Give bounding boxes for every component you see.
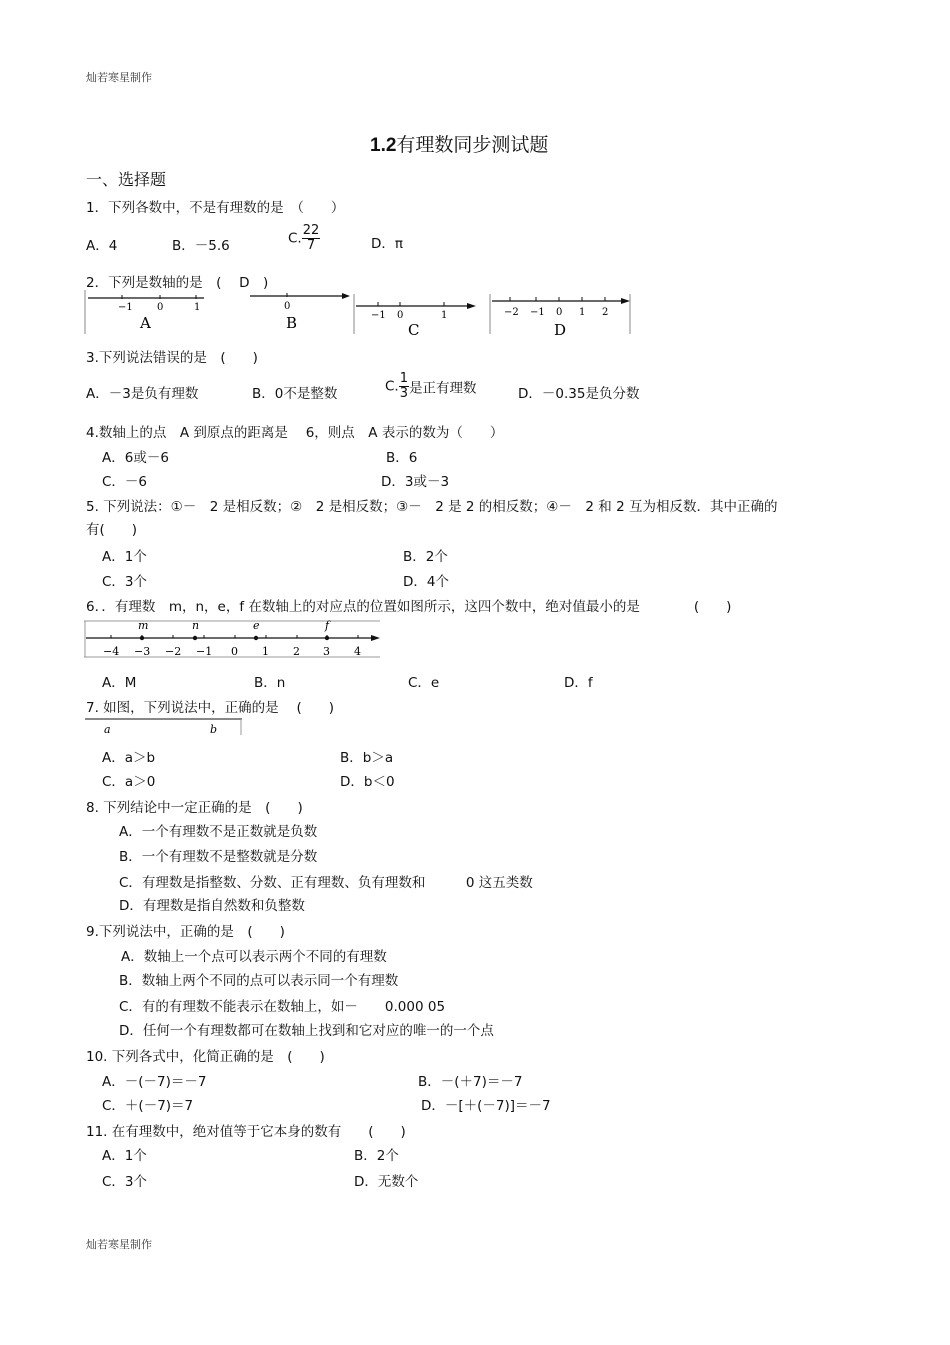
title-text: 有理数同步测试题 bbox=[396, 134, 549, 156]
q2-d-tick-3: 0 bbox=[556, 307, 563, 318]
q6-tick-4: −1 bbox=[196, 645, 213, 658]
section-heading: 一、选择题 bbox=[86, 170, 167, 189]
page-footer: 灿若寒星制作 bbox=[86, 1238, 152, 1251]
q7-point-label-b: b bbox=[210, 723, 218, 736]
q7-option-d: D．b＜0 bbox=[340, 774, 395, 790]
q10-option-b: B．－(＋7)＝－7 bbox=[418, 1074, 523, 1090]
q6-point-label-m: m bbox=[138, 619, 149, 632]
q5-stem-line-1: 5. 下列说法：①－ 2 是相反数；② 2 是相反数；③－ 2 是 2 的相反数；④－ 2 和 2 互为相反数．其中正确的 bbox=[86, 499, 778, 515]
q8-option-c: C．有理数是指整数、分数、正有理数、负有理数和 0 这五类数 bbox=[119, 875, 533, 891]
q2-stem: 2．下列是数轴的是 ( D ) bbox=[86, 275, 269, 291]
q10-option-a: A．－(－7)＝－7 bbox=[102, 1074, 207, 1090]
q6-tick-2: −3 bbox=[134, 645, 151, 658]
q11-option-d: D．无数个 bbox=[354, 1174, 419, 1190]
q8-option-b: B．一个有理数不是整数就是分数 bbox=[119, 849, 318, 865]
q2-d-label: D bbox=[554, 321, 567, 338]
q9-stem: 9.下列说法中，正确的是 ( ) bbox=[86, 924, 285, 940]
q3-c-prefix: C. bbox=[385, 378, 399, 395]
q2-b-label: B bbox=[286, 314, 298, 332]
q6-stem: 6．．有理数 m，n，e，f 在数轴上的对应点的位置如图所示，这四个数中，绝对值最小的是 ( ) bbox=[86, 599, 732, 615]
q2-number-line-diagrams bbox=[84, 290, 634, 338]
q6-option-c: C．e bbox=[408, 675, 440, 691]
q1-stem: 1．下列各数中，不是有理数的是 （ ） bbox=[86, 200, 345, 216]
q9-option-b: B．数轴上两个不同的点可以表示同一个有理数 bbox=[119, 973, 399, 989]
q2-c-tick-3: 1 bbox=[441, 310, 448, 321]
q1-c-denominator: 7 bbox=[306, 238, 316, 253]
q6-point-label-f: f bbox=[325, 619, 330, 632]
q9-option-a: A．数轴上一个点可以表示两个不同的有理数 bbox=[121, 949, 387, 965]
q11-stem: 11. 在有理数中，绝对值等于它本身的数有 ( ) bbox=[86, 1124, 406, 1140]
q2-diagram-a bbox=[88, 295, 204, 332]
q2-d-tick-2: −1 bbox=[530, 307, 545, 318]
q10-option-c: C．＋(－7)＝7 bbox=[102, 1098, 194, 1114]
q6-point-label-n: n bbox=[192, 619, 200, 632]
q11-option-a: A．1个 bbox=[102, 1148, 147, 1164]
q4-option-a: A．6或－6 bbox=[102, 450, 169, 466]
q2-b-tick-1: 0 bbox=[284, 301, 291, 312]
q3-option-d: D．－0.35是负分数 bbox=[518, 386, 640, 402]
page-header: 灿若寒星制作 bbox=[86, 71, 152, 84]
q3-stem: 3.下列说法错误的是 ( ) bbox=[86, 350, 258, 366]
q5-option-a: A．1个 bbox=[102, 549, 147, 565]
q1-option-b: B．－5.6 bbox=[172, 238, 230, 254]
q7-stem: 7. 如图，下列说法中，正确的是 ( ) bbox=[86, 700, 334, 716]
q7-option-c: C．a＞0 bbox=[102, 774, 156, 790]
q2-c-label: C bbox=[408, 321, 420, 338]
q2-d-tick-1: −2 bbox=[504, 307, 519, 318]
q5-stem-line-2: 有( ) bbox=[86, 522, 138, 538]
q6-option-b: B．n bbox=[254, 675, 286, 691]
q6-option-a: A．M bbox=[102, 675, 137, 691]
q11-option-b: B．2个 bbox=[354, 1148, 399, 1164]
q10-option-d: D．－[＋(－7)]＝－7 bbox=[421, 1098, 551, 1114]
q5-option-c: C．3个 bbox=[102, 574, 148, 590]
q6-point-label-e: e bbox=[253, 619, 260, 632]
q8-stem: 8. 下列结论中一定正确的是 ( ) bbox=[86, 800, 303, 816]
q9-option-d: D．任何一个有理数都可在数轴上找到和它对应的唯一的一个点 bbox=[119, 1023, 494, 1039]
q5-option-b: B．2个 bbox=[403, 549, 448, 565]
q1-option-c bbox=[288, 224, 320, 253]
q6-tick-8: 3 bbox=[323, 645, 330, 658]
q8-option-a: A．一个有理数不是正数就是负数 bbox=[119, 824, 318, 840]
q6-tick-1: −4 bbox=[103, 645, 120, 658]
q2-diagram-c bbox=[356, 302, 476, 338]
q2-a-tick-1: −1 bbox=[118, 302, 133, 313]
q4-option-c: C．－6 bbox=[102, 474, 148, 490]
q6-point-m bbox=[140, 636, 144, 640]
q8-option-d: D．有理数是指自然数和负整数 bbox=[119, 898, 305, 914]
q7-option-b: B．b＞a bbox=[340, 750, 394, 766]
q1-c-prefix: C. bbox=[288, 230, 302, 247]
q11-option-c: C．3个 bbox=[102, 1174, 148, 1190]
q7-number-line bbox=[84, 715, 246, 737]
q3-option-a: A．－3是负有理数 bbox=[86, 386, 199, 402]
q7-option-a: A．a＞b bbox=[102, 750, 156, 766]
q6-tick-9: 4 bbox=[354, 645, 361, 658]
q4-option-b: B．6 bbox=[386, 450, 418, 466]
q5-option-d: D．4个 bbox=[403, 574, 449, 590]
q2-diagram-b bbox=[250, 293, 350, 332]
q6-number-line bbox=[84, 617, 384, 661]
page-title bbox=[370, 130, 548, 157]
q2-a-label: A bbox=[140, 314, 151, 332]
q1-option-a: A．4 bbox=[86, 238, 118, 254]
q6-tick-6: 1 bbox=[262, 645, 269, 658]
q6-tick-3: −2 bbox=[165, 645, 182, 658]
q2-c-tick-2: 0 bbox=[397, 310, 404, 321]
title-number: 1.2 bbox=[370, 135, 397, 156]
q6-tick-7: 2 bbox=[293, 645, 300, 658]
q3-c-suffix: 是正有理数 bbox=[409, 380, 477, 397]
q1-c-numerator: 22 bbox=[302, 223, 320, 238]
q2-d-tick-4: 1 bbox=[579, 307, 586, 318]
q6-point-f bbox=[325, 636, 329, 640]
q3-option-c bbox=[385, 372, 477, 401]
q6-option-d: D．f bbox=[564, 675, 593, 691]
q2-c-tick-1: −1 bbox=[371, 310, 386, 321]
q2-a-tick-2: 0 bbox=[157, 302, 164, 313]
q9-option-c: C．有的有理数不能表示在数轴上，如－ 0.000 05 bbox=[119, 999, 446, 1015]
q1-option-d: D．π bbox=[371, 236, 404, 252]
q2-a-tick-3: 1 bbox=[194, 302, 201, 313]
q6-point-n bbox=[193, 636, 197, 640]
q4-stem: 4.数轴上的点 A 到原点的距离是 6，则点 A 表示的数为（ ） bbox=[86, 425, 504, 441]
q6-point-e bbox=[254, 636, 258, 640]
q3-c-numerator: 1 bbox=[399, 371, 408, 386]
q4-option-d: D．3或－3 bbox=[381, 474, 450, 490]
q3-option-b: B．0不是整数 bbox=[252, 386, 338, 402]
q3-c-denominator: 3 bbox=[399, 386, 408, 401]
q10-stem: 10. 下列各式中，化简正确的是 ( ) bbox=[86, 1049, 325, 1065]
q2-d-tick-5: 2 bbox=[602, 307, 609, 318]
q7-point-label-a: a bbox=[104, 723, 111, 736]
q6-tick-5: 0 bbox=[231, 645, 238, 658]
q2-diagram-d bbox=[492, 297, 630, 338]
